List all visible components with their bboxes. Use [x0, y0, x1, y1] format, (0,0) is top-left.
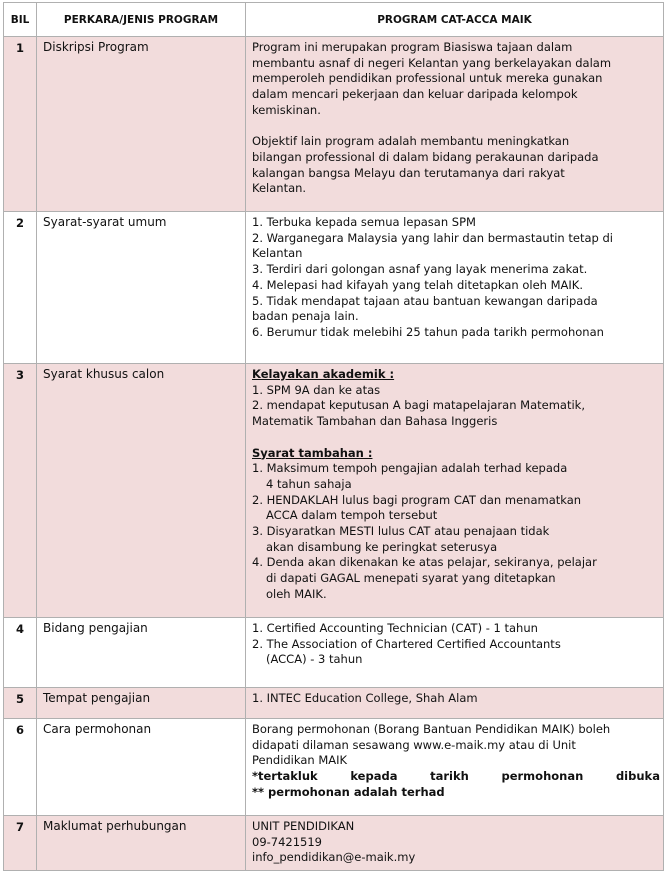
row-number: 3: [4, 364, 37, 618]
row-title: Bidang pengajian: [37, 618, 246, 688]
content-line: di dapati GAGAL menepati syarat yang ditetapkan: [266, 571, 556, 586]
contact-email: info_pendidikan@e-maik.my: [252, 850, 416, 865]
header-program: PROGRAM CAT-ACCA MAIK: [246, 3, 664, 37]
note-word: *tertakluk: [252, 769, 318, 784]
content-line: 2. Warganegara Malaysia yang lahir dan bermastautin tetap di: [252, 230, 613, 245]
content-line: Borang permohonan (Borang Bantuan Pendidikan MAIK) boleh: [252, 722, 611, 736]
row-content: [246, 618, 664, 688]
row-number: 6: [4, 719, 37, 816]
row-title: Diskripsi Program: [37, 37, 246, 212]
content-line: memperoleh pendidikan professional untuk mereka gunakan: [252, 71, 603, 86]
content-line: Pendidikan MAIK: [252, 753, 348, 768]
content-line: 3. Terdiri dari golongan asnaf yang layak menerima zakat.: [252, 262, 588, 277]
row-title: Syarat khusus calon: [37, 364, 246, 618]
content-line: 2. mendapat keputusan A bagi matapelajaran Matematik,: [252, 398, 585, 413]
content-line: Matematik Tambahan dan Bahasa Inggeris: [252, 414, 498, 429]
content-line: Program ini merupakan program Biasiswa tajaan dalam: [252, 40, 573, 54]
row-number: 1: [4, 37, 37, 212]
contact-unit: UNIT PENDIDIKAN: [252, 819, 355, 833]
content-line: didapati dilaman sesawang www.e-maik.my atau di Unit: [252, 737, 576, 752]
content-line: 2. HENDAKLAH lulus bagi program CAT dan menamatkan: [252, 492, 582, 507]
row-content: [246, 364, 664, 618]
content-line: 6. Berumur tidak melebihi 25 tahun pada tarikh permohonan: [252, 324, 604, 339]
content-line: dalam mencari pekerjaan dan keluar daripada kelompok: [252, 87, 578, 102]
table-row-2: [4, 212, 664, 364]
content-line: 4. Denda akan dikenakan ke atas pelajar, sekiranya, pelajar: [252, 555, 597, 570]
academic-heading: Kelayakan akademik :: [252, 367, 395, 381]
table-header-row: [4, 3, 664, 37]
content-line: akan disambung ke peringkat seterusya: [266, 539, 498, 554]
table-row-1: [4, 37, 664, 212]
content-line: bilangan professional di dalam bidang perakaunan daripada: [252, 149, 599, 164]
table-row-5: [4, 688, 664, 719]
content-line: 3. Disyaratkan MESTI lulus CAT atau penajaan tidak: [252, 524, 550, 539]
program-table: [3, 2, 664, 871]
content-line: Objektif lain program adalah membantu meningkatkan: [252, 134, 570, 149]
note-word: permohonan: [501, 769, 584, 784]
blank-line: [252, 119, 660, 135]
application-note-2: ** permohonan adalah terhad: [252, 784, 445, 799]
row-content: [246, 816, 664, 871]
content-line: ACCA dalam tempoh tersebut: [266, 508, 438, 523]
header-bil: BIL: [4, 3, 37, 37]
table-row-7: [4, 816, 664, 871]
content-line: Kelantan: [252, 246, 303, 261]
content-line: 4 tahun sahaja: [266, 476, 352, 491]
row-content: [246, 37, 664, 212]
table-row-6: [4, 719, 664, 816]
note-word: tarikh: [430, 769, 469, 784]
row-title: Syarat-syarat umum: [37, 212, 246, 364]
row-content: [246, 719, 664, 816]
table-row-3: [4, 364, 664, 618]
row-number: 5: [4, 688, 37, 719]
content-line: 5. Tidak mendapat tajaan atau bantuan kewangan daripada: [252, 293, 598, 308]
extra-heading: Syarat tambahan :: [252, 445, 373, 460]
content-line: kemiskinan.: [252, 102, 321, 117]
row-number: 2: [4, 212, 37, 364]
content-line: 1. SPM 9A dan ke atas: [252, 382, 381, 397]
content-line: oleh MAIK.: [266, 586, 327, 601]
content-line: (ACCA) - 3 tahun: [266, 652, 363, 667]
row-title: Cara permohonan: [37, 719, 246, 816]
table-row-4: [4, 618, 664, 688]
content-line: membantu asnaf di negeri Kelantan yang berkelayakan dalam: [252, 55, 612, 70]
content-line: badan penaja lain.: [252, 309, 359, 324]
content-line: 4. Melepasi had kifayah yang telah ditetapkan oleh MAIK.: [252, 277, 584, 292]
note-word: kepada: [350, 769, 398, 784]
content-line: Kelantan.: [252, 181, 307, 196]
row-number: 7: [4, 816, 37, 871]
content-line: 1. Certified Accounting Technician (CAT) - 1 tahun: [252, 621, 538, 635]
content-line: 2. The Association of Chartered Certified Accountants: [252, 636, 561, 651]
row-content: [246, 688, 664, 719]
note-word: dibuka: [615, 769, 660, 784]
content-line: kalangan bangsa Melayu dan terutamanya dari rakyat: [252, 165, 565, 180]
content-line: 1. Terbuka kepada semua lepasan SPM: [252, 215, 476, 229]
row-number: 4: [4, 618, 37, 688]
content-line: 1. Maksimum tempoh pengajian adalah terhad kepada: [252, 461, 568, 476]
row-content: [246, 212, 664, 364]
content-line: 1. INTEC Education College, Shah Alam: [252, 691, 478, 705]
row-title: Tempat pengajian: [37, 688, 246, 719]
contact-phone: 09-7421519: [252, 834, 322, 849]
row-title: Maklumat perhubungan: [37, 816, 246, 871]
application-note-1: [252, 769, 660, 785]
blank-line: [252, 430, 660, 446]
header-perkara: PERKARA/JENIS PROGRAM: [37, 3, 246, 37]
